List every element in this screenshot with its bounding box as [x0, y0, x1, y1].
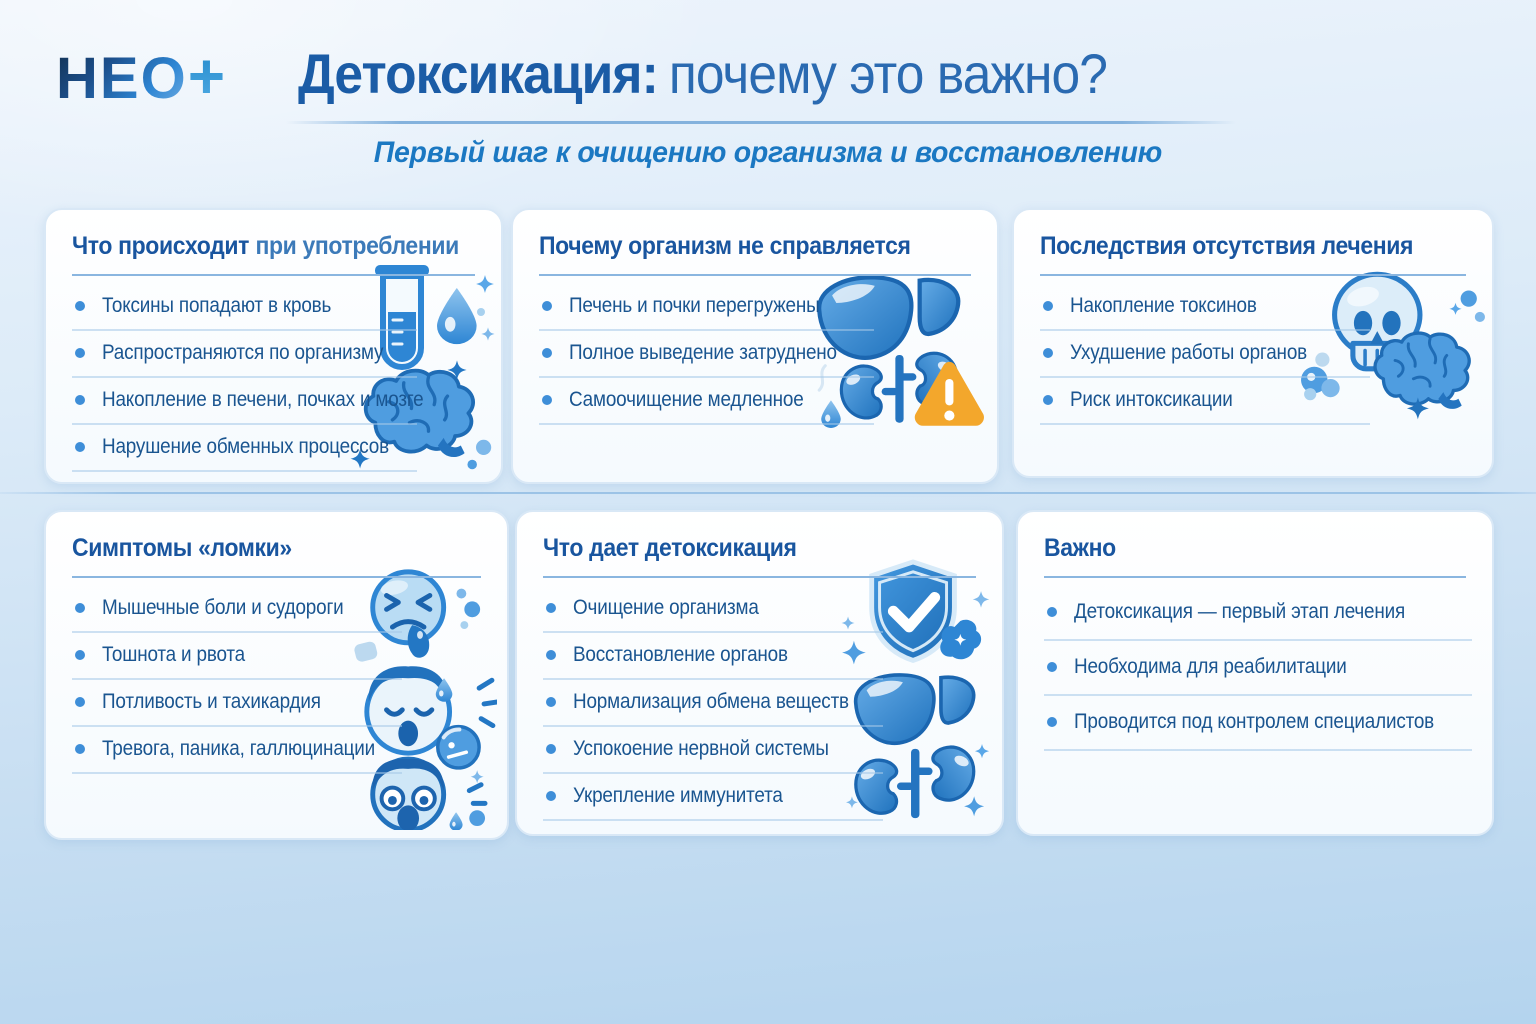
dot [460, 621, 468, 629]
brain-icon [1375, 333, 1469, 409]
list-item: Укрепление иммунитета [543, 774, 883, 821]
dizzy-face-icon [438, 727, 479, 768]
list-item: Тревога, паника, галлюцинации [72, 727, 402, 774]
dot [1461, 291, 1477, 307]
bullet-list [539, 284, 874, 425]
dot [477, 308, 485, 316]
logo-plus-icon: + [187, 40, 228, 112]
list-item: Тошнота и рвота [72, 633, 402, 680]
card-title: Что происходит при употреблении [72, 230, 475, 276]
dot [1475, 312, 1485, 322]
list-item: Необходима для реабилитации [1044, 641, 1472, 696]
card-why-body-fails [511, 208, 999, 484]
page-title-light: почему это важно? [668, 42, 1108, 105]
card-title: Последствия отсутствия лечения [1040, 230, 1466, 276]
bullet-list [72, 586, 402, 774]
sparkle-icon [1449, 303, 1461, 315]
list-item: Успокоение нервной системы [543, 727, 883, 774]
list-item: Очищение организма [543, 586, 883, 633]
dot [456, 589, 466, 599]
page-title [298, 42, 1177, 106]
list-item: Детоксикация — первый этап лечения [1044, 586, 1472, 641]
card-title: Симптомы «ломки» [72, 532, 481, 578]
bullet-list [1040, 284, 1370, 425]
list-item: Накопление в печени, почках и мозге [72, 378, 417, 425]
dot [467, 460, 477, 470]
sparkle-icon [471, 770, 484, 783]
card-consequences [1012, 208, 1494, 478]
list-item: Токсины попадают в кровь [72, 284, 417, 331]
list-item: Риск интоксикации [1040, 378, 1370, 425]
list-item: Полное выведение затруднено [539, 331, 874, 378]
list-item: Распространяются по организму [72, 331, 417, 378]
row-divider [0, 492, 1536, 494]
sparkle-icon [964, 796, 984, 816]
card-detox-benefits [515, 510, 1004, 836]
logo-text: НЕО [56, 46, 188, 111]
dot [469, 810, 485, 826]
card-title: Что дает детоксикация [543, 532, 976, 578]
dot [476, 440, 491, 455]
card-title: Важно [1044, 532, 1466, 578]
sparkle-icon [975, 744, 989, 758]
page-title-bold: Детоксикация: [298, 42, 658, 105]
card-withdrawal-symptoms [44, 510, 509, 840]
list-item: Самоочищение медленное [539, 378, 874, 425]
card-title: Почему организм не справляется [539, 230, 971, 276]
card-important [1016, 510, 1494, 836]
card-what-happens [44, 208, 503, 484]
list-item: Потливость и тахикардия [72, 680, 402, 727]
dot [464, 601, 480, 617]
title-divider [286, 121, 1236, 124]
bullet-list [1044, 586, 1472, 751]
list-item: Мышечные боли и судороги [72, 586, 402, 633]
bullet-list [72, 284, 424, 472]
neo-plus-logo [56, 40, 228, 112]
bullet-list [543, 586, 883, 821]
list-item: Восстановление органов [543, 633, 883, 680]
list-item: Нарушение обменных процессов [72, 425, 417, 472]
list-item: Накопление токсинов [1040, 284, 1370, 331]
list-item: Проводится под контролем специалистов [1044, 696, 1472, 751]
list-item: Ухудшение работы органов [1040, 331, 1370, 378]
page-subtitle: Первый шаг к очищению организма и восстановлению [373, 136, 1163, 169]
list-item: Нормализация обмена веществ [543, 680, 883, 727]
water-drop-icon [450, 812, 463, 830]
sparkle-icon [973, 591, 990, 608]
list-item: Печень и почки перегружены [539, 284, 874, 331]
water-drop-icon [437, 288, 477, 344]
sparkle-icon [481, 327, 494, 340]
motion-lines [479, 680, 497, 725]
motion-lines [469, 785, 485, 804]
sparkle-icon [476, 275, 494, 293]
